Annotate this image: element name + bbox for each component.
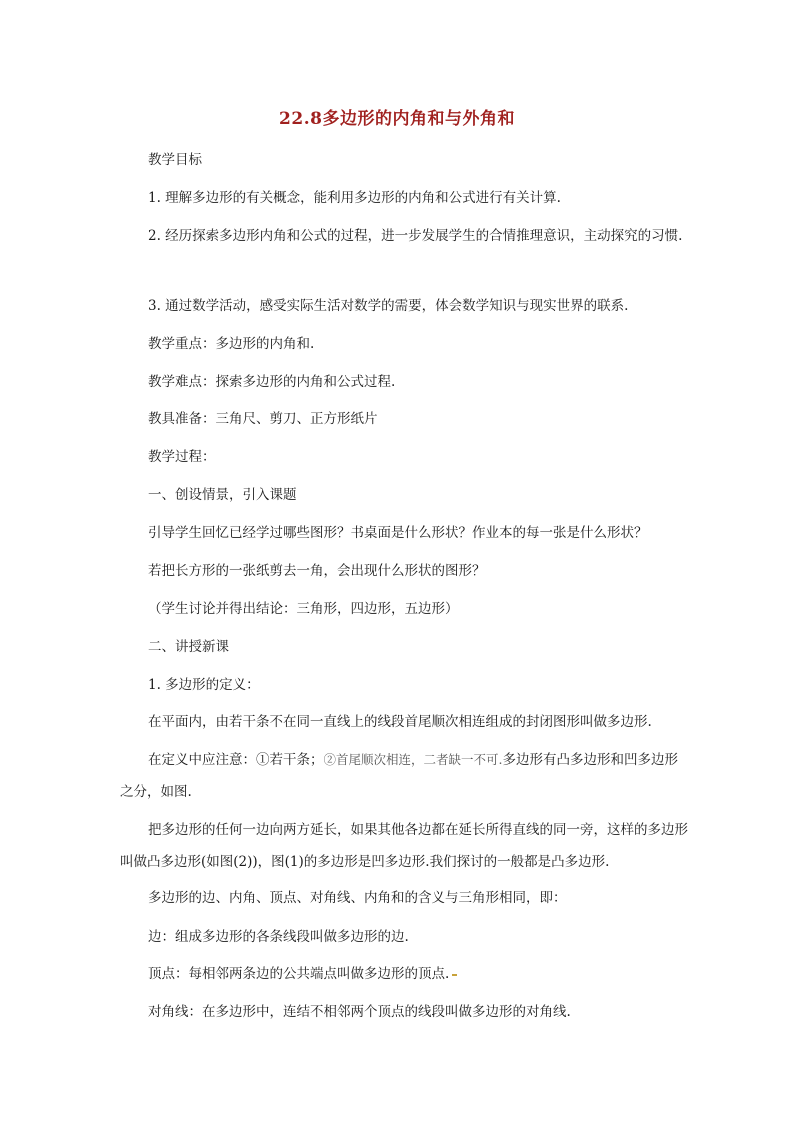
paragraph: 若把长方形的一张纸剪去一角，会出现什么形状的图形？: [148, 563, 486, 579]
paragraph: 1. 理解多边形的有关概念，能利用多边形的内角和公式进行有关计算.: [148, 190, 561, 206]
note-part-3: 多边形有凸多边形和凹多边形之分，如图.: [120, 752, 678, 800]
document-title: 22.8多边形的内角和与外角和: [279, 109, 515, 129]
paragraph: 在平面内，由若干条不在同一直线上的线段首尾顺次相连组成的封闭图形叫做多边形.: [148, 714, 652, 730]
paragraph-tools: 教具准备：三角尺、剪刀、正方形纸片: [148, 411, 378, 427]
paragraph-note: [120, 744, 688, 808]
paragraph-difficulty: 教学难点：探索多边形的内角和公式过程.: [148, 374, 396, 390]
paragraph: 引导学生回忆已经学过哪些图形？书桌面是什么形状？作业本的每一张是什么形状？: [148, 525, 648, 541]
section-heading-one: 一、创设情景，引入课题: [148, 487, 297, 503]
paragraph: 多边形的边、内角、顶点、对角线、内角和的含义与三角形相同，即：: [148, 890, 567, 906]
note-part-1: 在定义中应注意：①若干条；: [148, 752, 324, 768]
paragraph: 2. 经历探索多边形内角和公式的过程，进一步发展学生的合情推理意识，主动探究的习惯.: [148, 228, 683, 244]
paragraph: 3. 通过数学活动，感受实际生活对数学的需要，体会数学知识与现实世界的联系.: [148, 298, 629, 314]
paragraph-diagonal: 对角线：在多边形中，连结不相邻两个顶点的线段叫做多边形的对角线.: [148, 1004, 571, 1020]
section-heading-goals: 教学目标: [148, 152, 202, 168]
note-part-2: ②首尾顺次相连，二者缺一不可.: [323, 752, 503, 767]
paragraph: 把多边形的任何一边向两方延长，如果其他各边都在延长所得直线的同一旁，这样的多边形叫做凸多边形(如图(2))，图(1)的多边形是凹多边形.我们探讨的一般都是凸多边形.: [120, 822, 688, 870]
section-heading-two: 二、讲授新课: [148, 639, 229, 655]
paragraph-vertex: [148, 958, 688, 990]
mark-decoration: [452, 974, 457, 976]
paragraph-key-point: 教学重点：多边形的内角和.: [148, 336, 315, 352]
paragraph: （学生讨论并得出结论：三角形，四边形，五边形）: [148, 601, 459, 617]
paragraph-edge: 边：组成多边形的各条线段叫做多边形的边.: [148, 929, 409, 945]
paragraph: 1. 多边形的定义：: [148, 677, 260, 693]
section-heading-process: 教学过程：: [148, 449, 216, 465]
vertex-text: 顶点：每相邻两条边的公共端点叫做多边形的顶点.: [148, 966, 450, 982]
